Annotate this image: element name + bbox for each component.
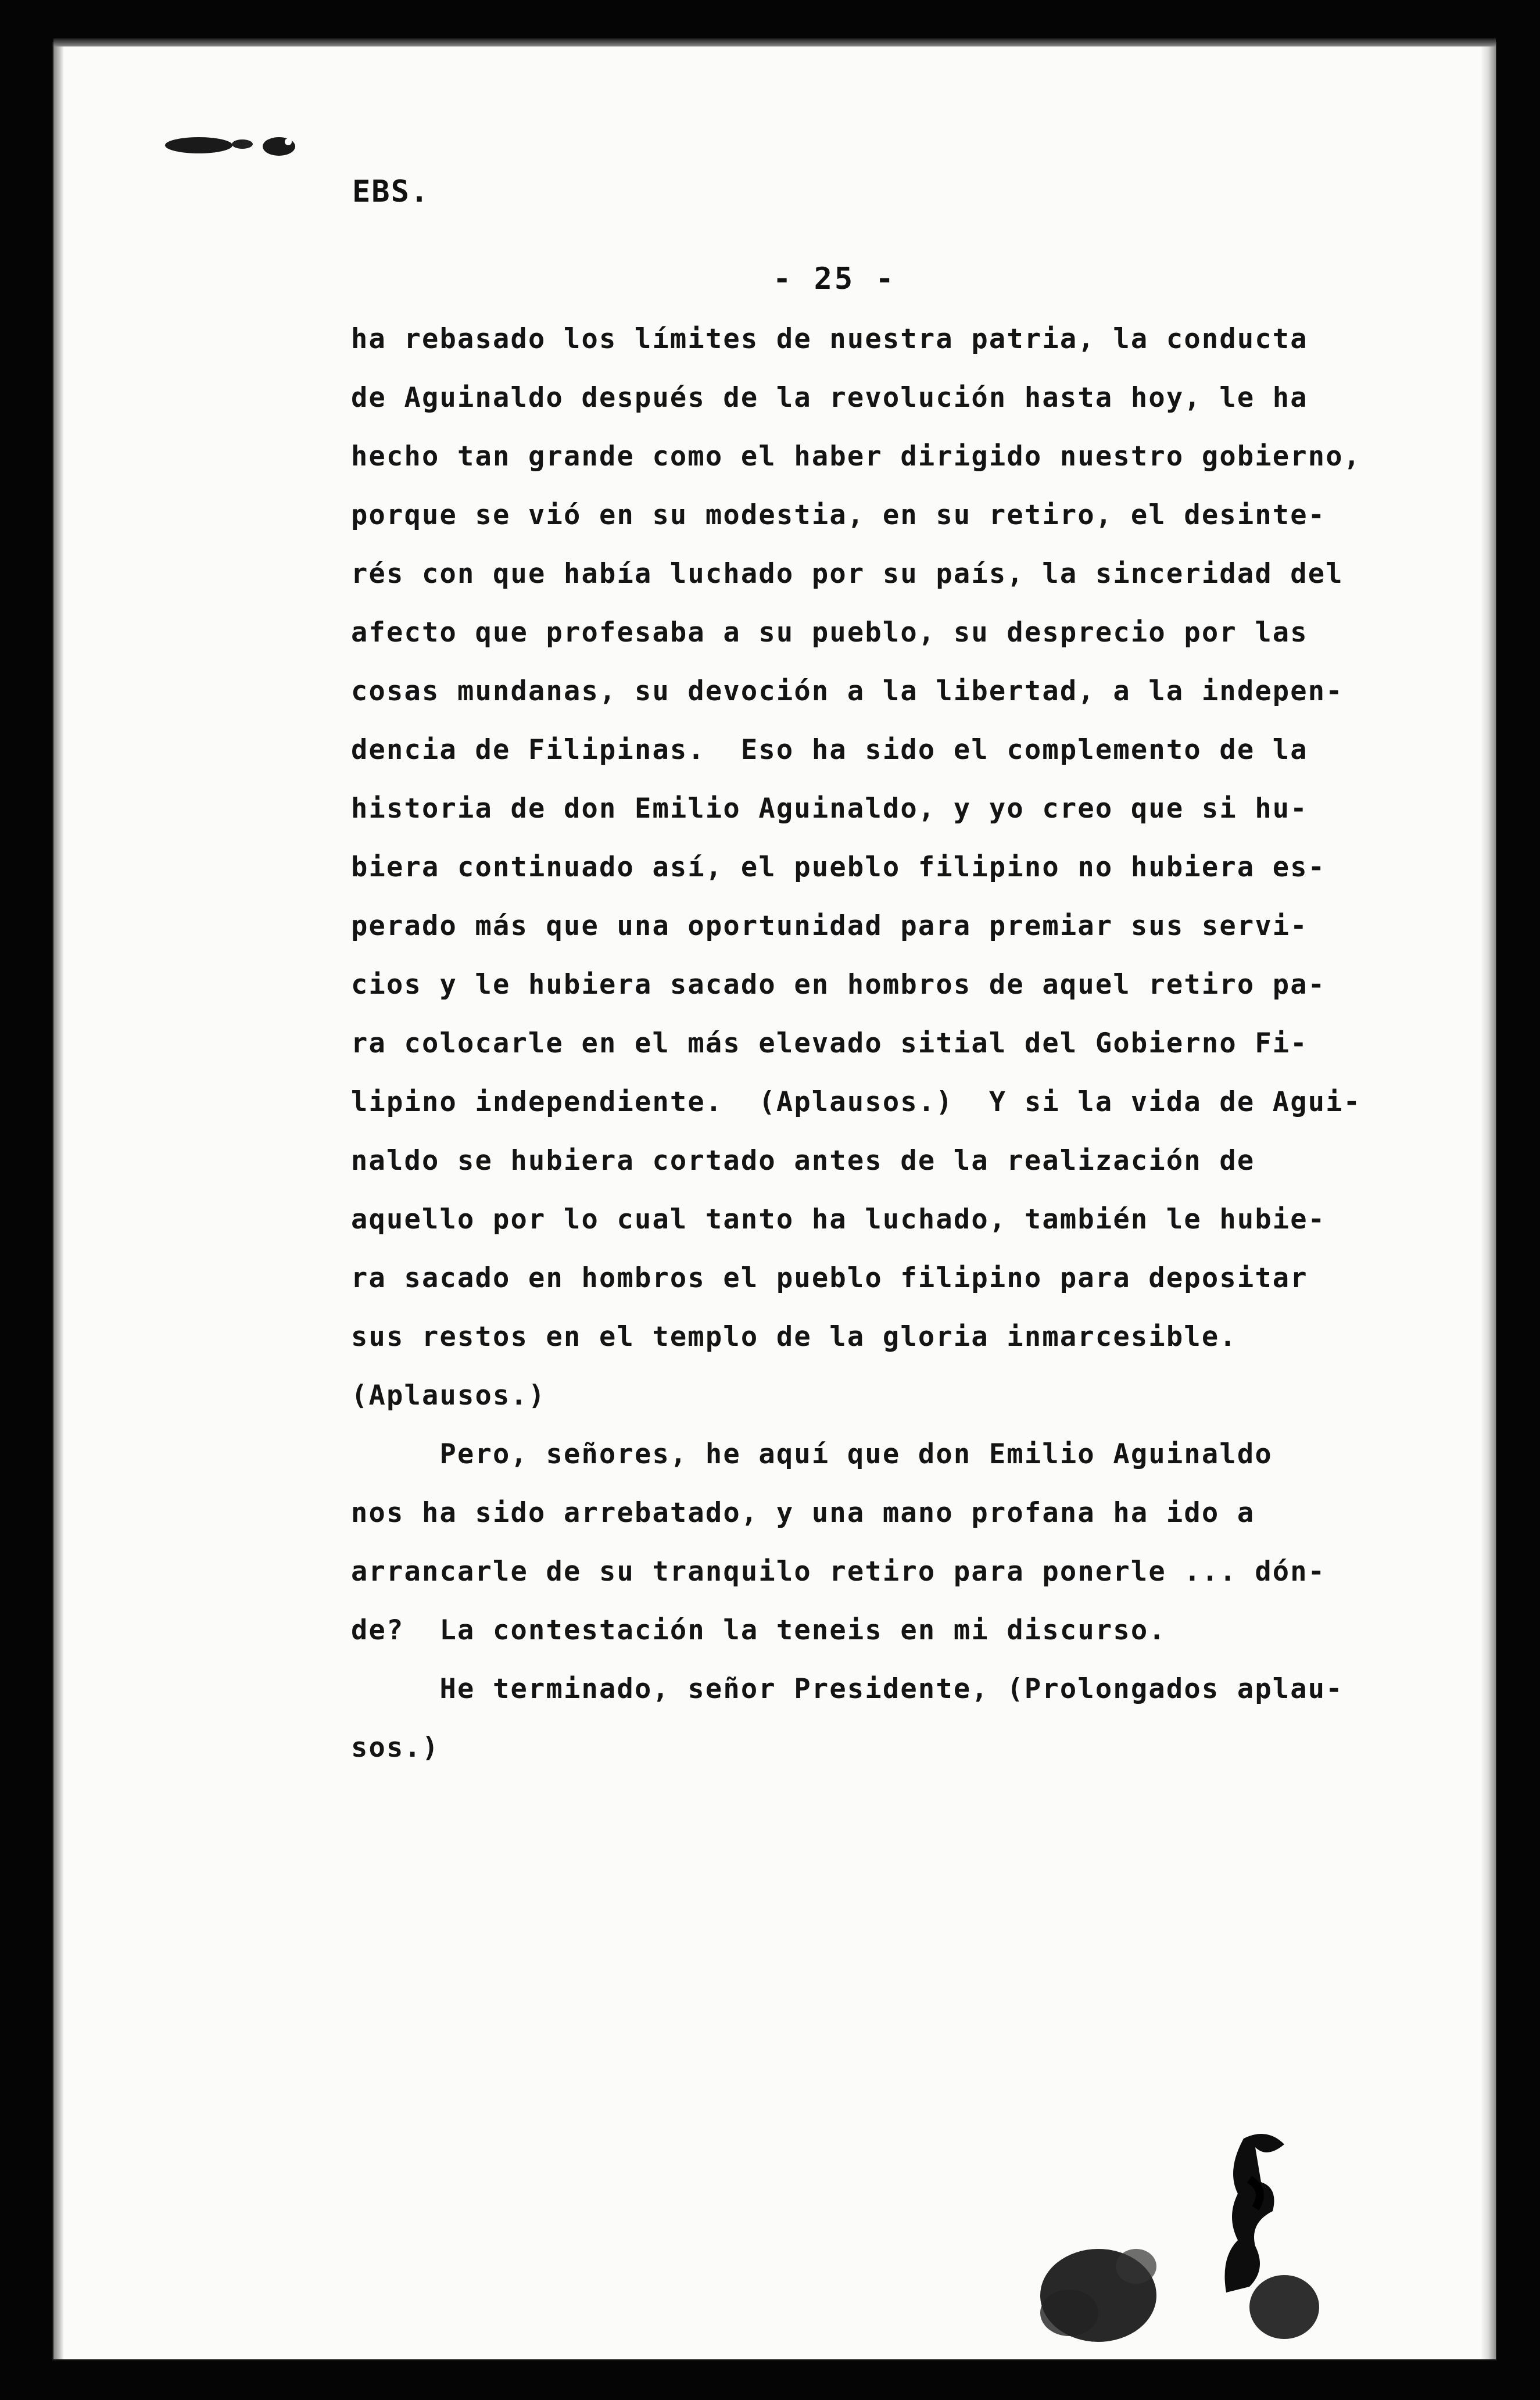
body-line: arrancarle de su tranquilo retiro para ponerle ... dón- [351, 1556, 1326, 1588]
body-line: sos.) [351, 1732, 440, 1764]
body-line: sus restos en el templo de la gloria inmarcesible. [351, 1321, 1237, 1353]
body-line: Pero, señores, he aquí que don Emilio Aguinaldo [351, 1438, 1273, 1470]
body-line: hecho tan grande como el haber dirigido nuestro gobierno, [351, 440, 1362, 472]
body-line: de Aguinaldo después de la revolución hasta hoy, le ha [351, 382, 1308, 414]
page-right-shadow [1481, 46, 1496, 2359]
body-line: ha rebasado los límites de nuestra patria, la conducta [351, 323, 1308, 355]
document-header-code: EBS. [352, 174, 430, 209]
body-line: de? La contestación la teneis en mi discurso. [351, 1614, 1166, 1646]
body-line: naldo se hubiera cortado antes de la realización de [351, 1145, 1255, 1177]
body-line: cios y le hubiera sacado en hombros de aquel retiro pa- [351, 969, 1326, 1001]
body-line: dencia de Filipinas. Eso ha sido el complemento de la [351, 734, 1308, 766]
body-line: biera continuado así, el pueblo filipino no hubiera es- [351, 851, 1326, 883]
body-line: ra sacado en hombros el pueblo filipino para depositar [351, 1262, 1308, 1294]
body-line: porque se vió en su modestia, en su retiro, el desinte- [351, 499, 1326, 531]
body-line: ra colocarle en el más elevado sitial del Gobierno Fi- [351, 1027, 1308, 1059]
page-left-shadow [53, 46, 64, 2359]
page-number: - 25 - [773, 262, 896, 296]
body-line: afecto que profesaba a su pueblo, su desprecio por las [351, 617, 1308, 649]
ink-stain-marks [1034, 2115, 1360, 2354]
body-line: cosas mundanas, su devoción a la libertad, a la indepen- [351, 675, 1344, 707]
body-line: aquello por lo cual tanto ha luchado, también le hubie- [351, 1203, 1326, 1235]
page-top-edge [53, 38, 1496, 46]
body-line: lipino independiente. (Aplausos.) Y si la vida de Agui- [351, 1086, 1362, 1118]
body-line: perado más que una oportunidad para premiar sus servi- [351, 910, 1308, 942]
ink-smudge-mark [164, 129, 309, 162]
body-line: rés con que había luchado por su país, la sinceridad del [351, 558, 1344, 590]
body-line: historia de don Emilio Aguinaldo, y yo creo que si hu- [351, 793, 1308, 825]
body-line: (Aplausos.) [351, 1380, 546, 1412]
body-line: nos ha sido arrebatado, y una mano profana ha ido a [351, 1497, 1255, 1529]
body-line: He terminado, señor Presidente, (Prolongados aplau- [351, 1673, 1344, 1705]
